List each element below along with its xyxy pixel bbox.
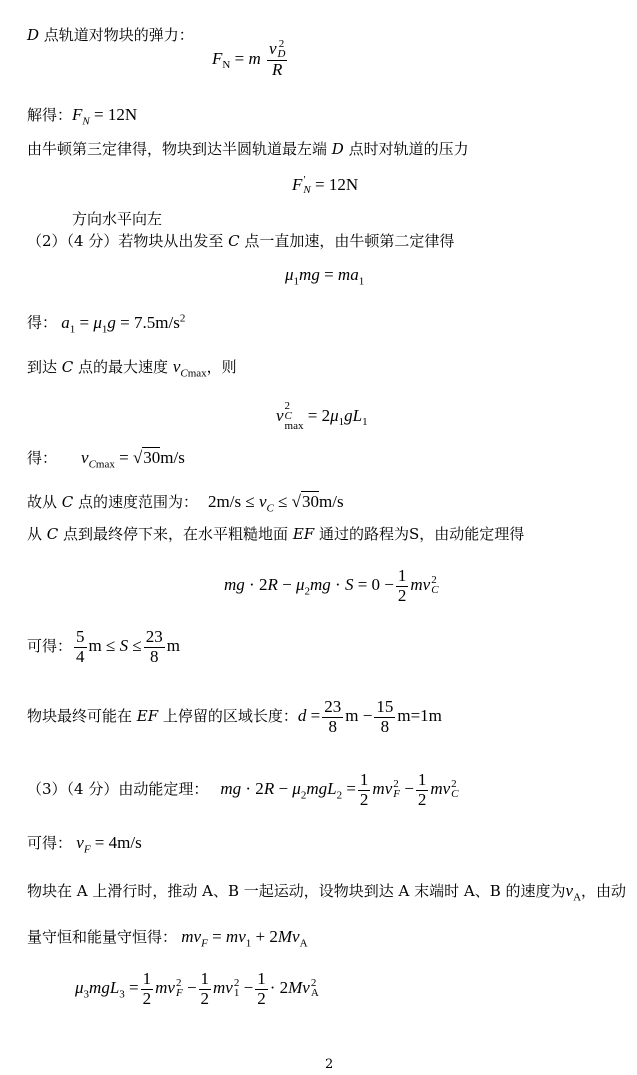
eq-normal-force: $F_N = m$ v 2 D R [212, 38, 286, 79]
eq-energy-conservation: $\mu_3mgL_3$ = $\frac{1}{2}$ mv 2 F − $\frac{1}{2}$ mv 2 1 − $\frac{1}{2}$ · 2Mv 2 A [75, 969, 319, 1008]
max-speed-result: 得： $v_{Cmax} = √30m/s$ [27, 448, 185, 471]
direction-line: 方向水平向左 [72, 210, 163, 228]
eq-work-energy-1: mg · $2R - \mu_2mg \cdot S = 0$ − $\frac{1}{2}$ mv 2 C [224, 566, 439, 605]
eq-reaction-force: F ′ N = 12N [292, 174, 359, 197]
eq-newton-second: $\mu_1mg = ma_1$ [285, 265, 365, 288]
work-energy-intro: 从 C 点到最终停下来，在水平粗糙地面 EF 通过的路程为S，由动能定理得 [27, 525, 525, 543]
spring-force-intro: D 点轨道对物块的弹力： [27, 26, 194, 44]
part-2-heading: （2）（4 分）若物块从出发至 C 点一直加速，由牛顿第二定律得 [27, 232, 455, 250]
vf-result-line: 可得： $v_F = 4m/s$ [27, 833, 142, 856]
distance-range-line: 可得： $\frac{5}{4}$ m ≤ S ≤ $\frac{23}{8}$ m [27, 627, 180, 666]
solve-line-1: 解得：$F_N = 12N$ [27, 105, 138, 128]
accel-line: 得： $a_1 = \mu_1g = 7.5m/s^2$ [27, 312, 186, 336]
stop-region-line: 物块最终可能在 EF 上停留的区域长度：d = $\frac{23}{8}$ m − $\frac{15}{8}$ m=1m [27, 697, 442, 736]
part-3-line: （3）（4 分）由动能定理： mg · $2R - \mu_2mgL_2$ = $\frac{1}{2}$ mv 2 F − $\frac{1}{2}$ mv 2 C [27, 770, 459, 809]
slide-line: 物块在 A 上滑行时，推动 A、B 一起运动，设物块到达 A 末端时 A、B 的速度为$v_A$，由动 [27, 881, 627, 904]
speed-range-line: 故从 C 点的速度范围为： $2m/s \le v_C \le √30m/s$ [27, 492, 344, 515]
newton-third-law-line: 由牛顿第三定律得，物块到达半圆轨道最左端 D 点时对轨道的压力 [27, 140, 469, 158]
conservation-line: 量守恒和能量守恒得： $mv_F = mv_1 + 2Mv_A$ [27, 927, 308, 950]
max-speed-intro: 到达 C 点的最大速度 $v_{Cmax}$，则 [27, 357, 237, 380]
page-number: 2 [325, 1057, 334, 1072]
eq-max-speed: v 2 C max = $2\mu_1gL_1$ [276, 400, 368, 432]
